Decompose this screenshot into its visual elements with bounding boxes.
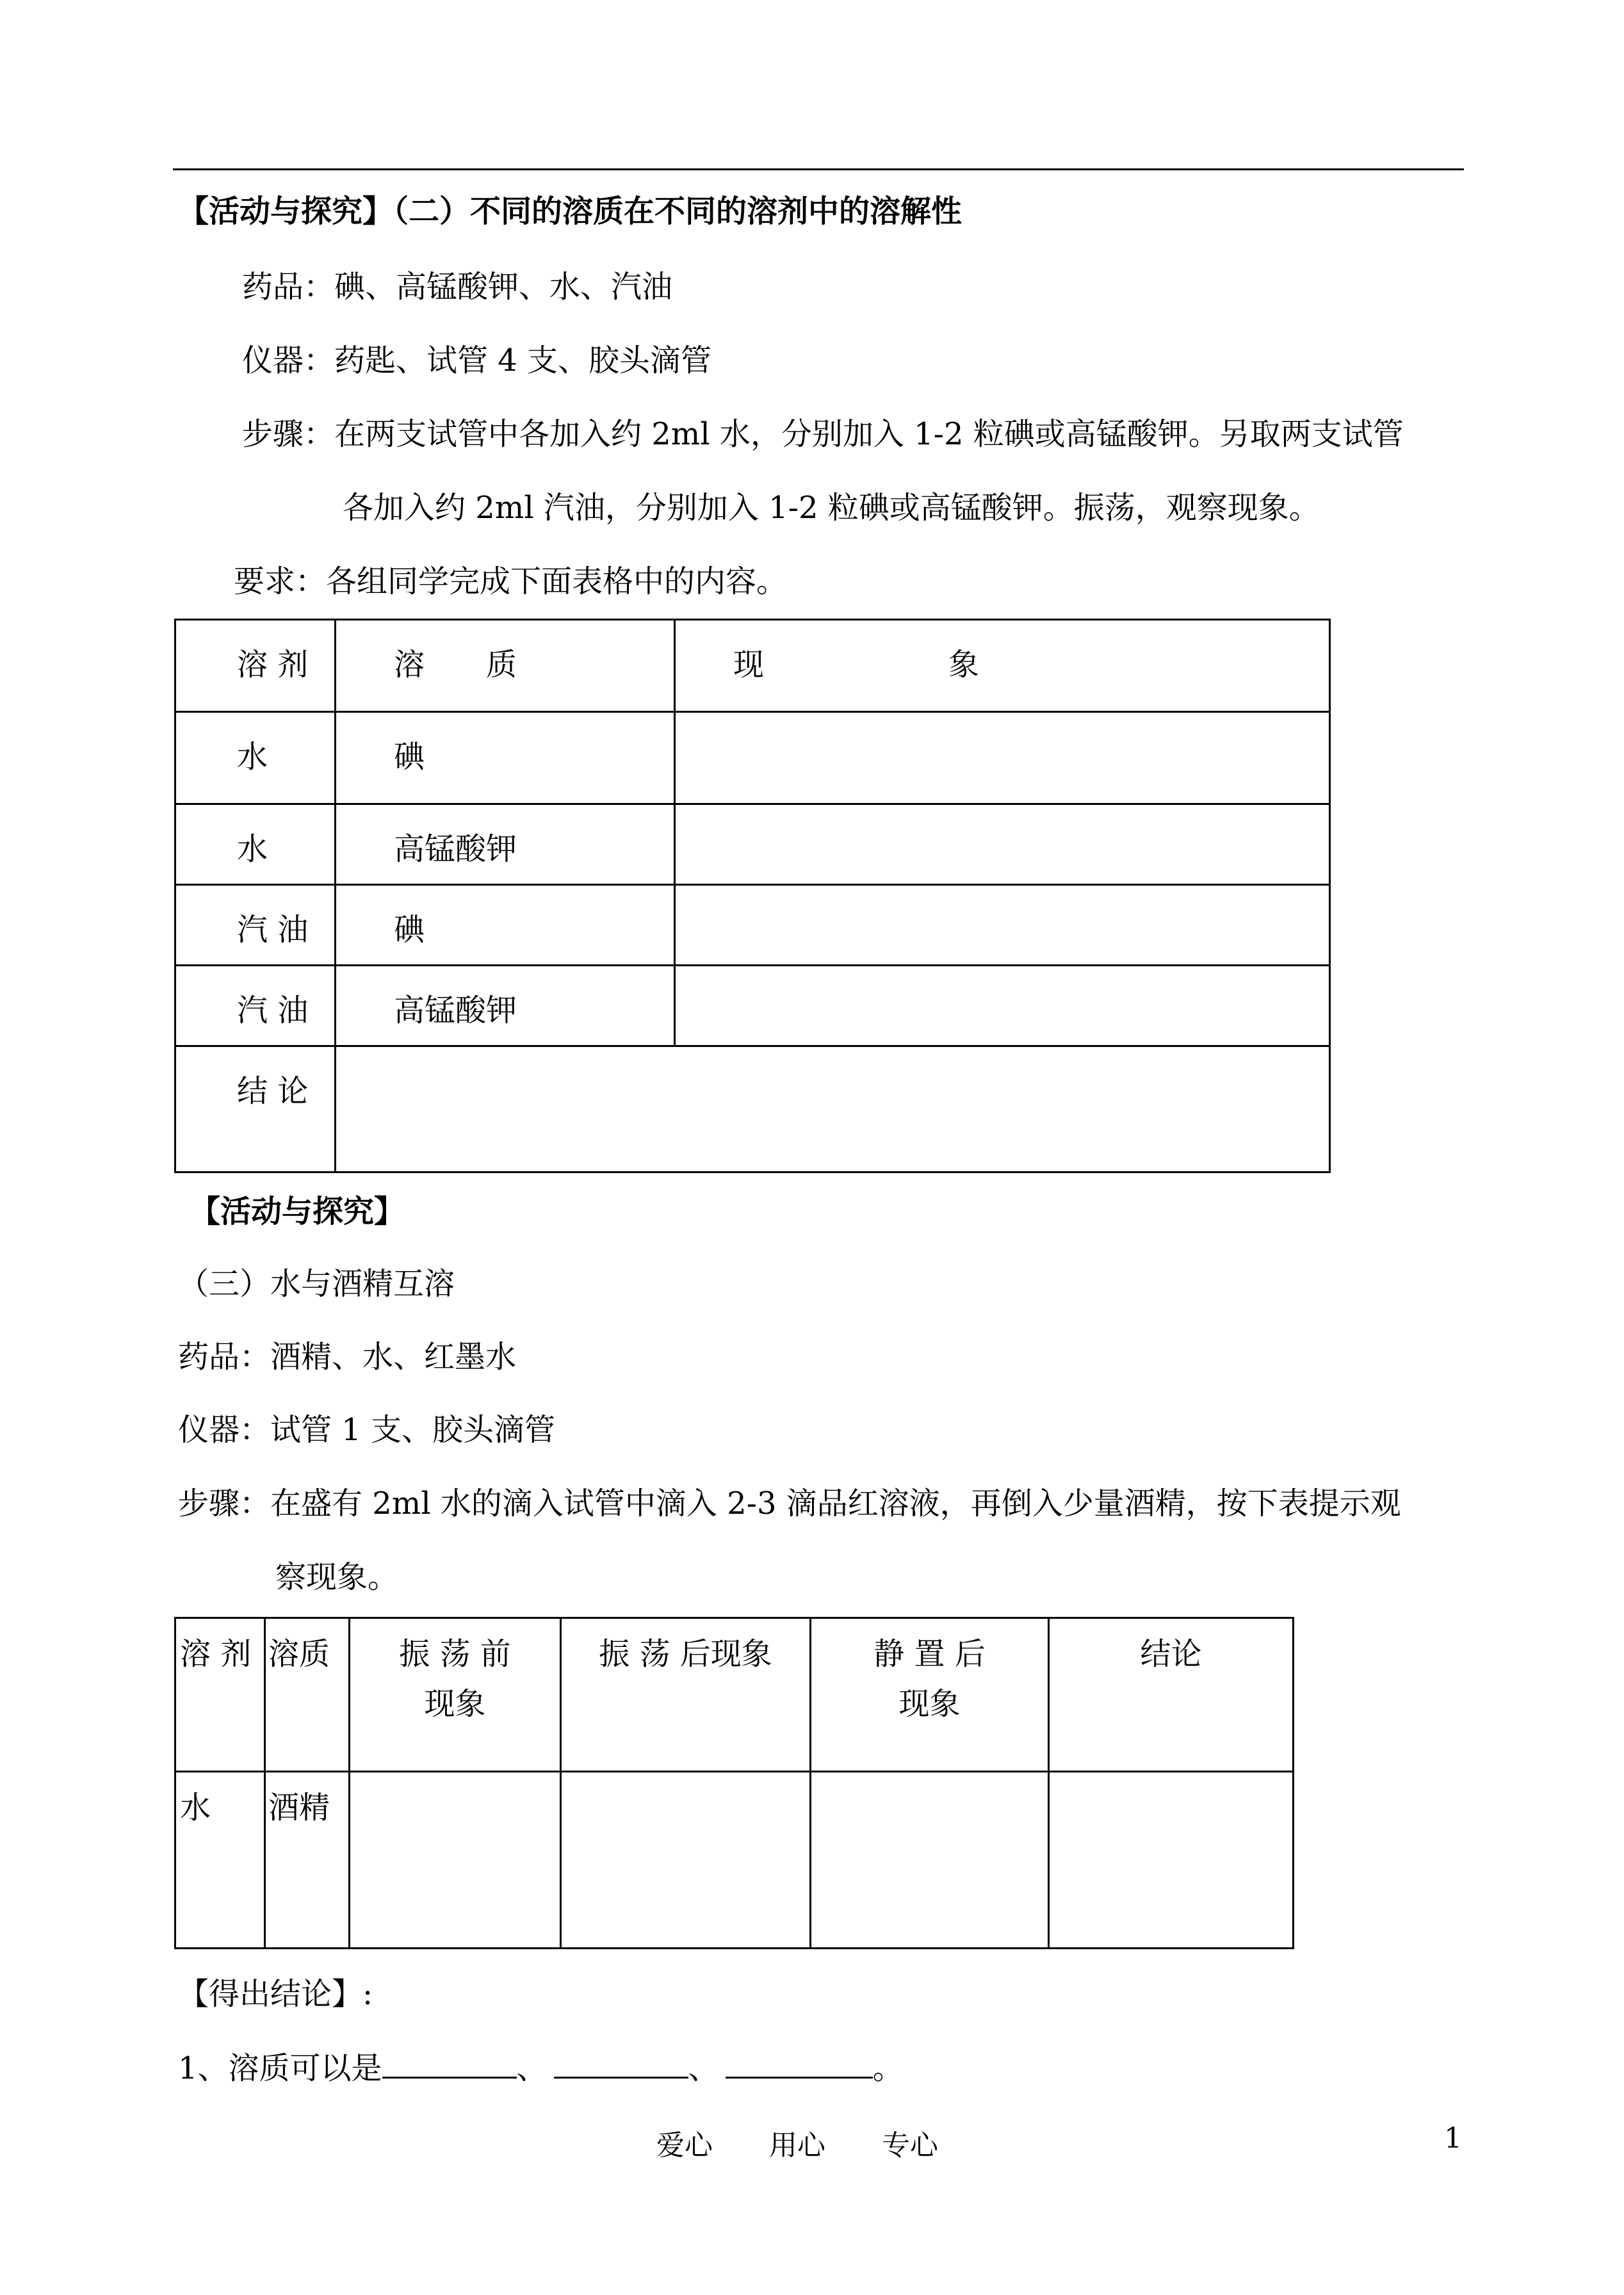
row2-phenomenon-cell[interactable] bbox=[675, 804, 1330, 885]
header-conclusion: 结论 bbox=[1049, 1618, 1294, 1772]
table-row bbox=[175, 712, 1330, 804]
row-solute: 酒精 bbox=[268, 1790, 330, 1826]
after-shaking-cell[interactable] bbox=[561, 1772, 811, 1949]
conclusion-label: 结 论 bbox=[237, 1073, 309, 1109]
before-shaking-cell[interactable] bbox=[350, 1772, 561, 1949]
header-before-shaking: 振 荡 前 现象 bbox=[350, 1618, 561, 1772]
section2-drugs: 药品：碘、高锰酸钾、水、汽油 bbox=[242, 269, 673, 305]
conclusion-heading: 【得出结论】: bbox=[178, 1976, 373, 2012]
blank-3[interactable] bbox=[726, 2048, 873, 2079]
row2-solvent: 水 bbox=[237, 831, 268, 867]
header-solvent: 溶 剂 bbox=[175, 1618, 265, 1772]
header-after-standing: 静 置 后 现象 bbox=[811, 1618, 1049, 1772]
conclusion-item1-prefix: 1、溶质可以是 bbox=[178, 2050, 382, 2086]
conclusion-row bbox=[175, 1046, 1330, 1172]
row4-solute: 高锰酸钾 bbox=[394, 993, 517, 1028]
table-header-row bbox=[175, 1618, 1294, 1772]
row1-solvent: 水 bbox=[237, 739, 268, 775]
table-row bbox=[175, 804, 1330, 885]
conclusion-cell[interactable] bbox=[336, 1046, 1330, 1172]
section2-instruments: 仪器：药匙、试管 4 支、胶头滴管 bbox=[242, 343, 712, 378]
table-header-row bbox=[175, 620, 1330, 712]
header-solvent: 溶 剂 bbox=[175, 620, 336, 712]
table-row bbox=[175, 966, 1330, 1046]
section3-subheading: （三）水与酒精互溶 bbox=[178, 1266, 455, 1302]
row1-solute: 碘 bbox=[394, 739, 425, 775]
section3-steps-line2: 察现象。 bbox=[275, 1559, 399, 1595]
table-row bbox=[175, 885, 1330, 966]
row3-solvent: 汽 油 bbox=[237, 912, 309, 948]
section2-steps-line2: 各加入约 2ml 汽油，分别加入 1-2 粒碘或高锰酸钾。振荡，观察现象。 bbox=[343, 490, 1320, 526]
solubility-table bbox=[174, 619, 1331, 1173]
row2-solute: 高锰酸钾 bbox=[394, 831, 517, 867]
row3-solute: 碘 bbox=[394, 912, 425, 948]
page-number: 1 bbox=[1444, 2122, 1462, 2155]
header-phenomenon: 现 象 bbox=[675, 620, 1330, 712]
header-solute: 溶 质 bbox=[336, 620, 675, 712]
table-row bbox=[175, 1772, 1294, 1949]
section2-requirement: 要求：各组同学完成下面表格中的内容。 bbox=[234, 564, 788, 599]
header-solute: 溶质 bbox=[265, 1618, 350, 1772]
section2-heading: 【活动与探究】（二）不同的溶质在不同的溶剂中的溶解性 bbox=[178, 193, 962, 229]
conclusion-item1: 1、溶质可以是 、 、 。 bbox=[178, 2048, 904, 2088]
section3-drugs: 药品：酒精、水、红墨水 bbox=[178, 1339, 517, 1375]
after-standing-cell[interactable] bbox=[811, 1772, 1049, 1949]
header-rule bbox=[173, 168, 1464, 170]
section3-instruments: 仪器：试管 1 支、胶头滴管 bbox=[178, 1412, 556, 1448]
conclusion-cell[interactable] bbox=[1049, 1772, 1294, 1949]
row4-phenomenon-cell[interactable] bbox=[675, 966, 1330, 1046]
row1-phenomenon-cell[interactable] bbox=[675, 712, 1330, 804]
footer-motto: 爱心 用心 专心 bbox=[656, 2129, 938, 2162]
alcohol-table bbox=[174, 1617, 1294, 1949]
blank-2[interactable] bbox=[554, 2048, 688, 2079]
header-after-shaking: 振 荡 后现象 bbox=[561, 1618, 811, 1772]
blank-1[interactable] bbox=[382, 2048, 517, 2079]
row-solvent: 水 bbox=[180, 1790, 211, 1826]
section2-steps-line1: 步骤：在两支试管中各加入约 2ml 水，分别加入 1-2 粒碘或高锰酸钾。另取两支试管 bbox=[242, 416, 1404, 452]
row4-solvent: 汽 油 bbox=[237, 993, 309, 1028]
section3-heading: 【活动与探究】 bbox=[190, 1194, 405, 1229]
section3-steps-line1: 步骤：在盛有 2ml 水的滴入试管中滴入 2-3 滴品红溶液，再倒入少量酒精，按下表提示观 bbox=[178, 1486, 1401, 1521]
row3-phenomenon-cell[interactable] bbox=[675, 885, 1330, 966]
